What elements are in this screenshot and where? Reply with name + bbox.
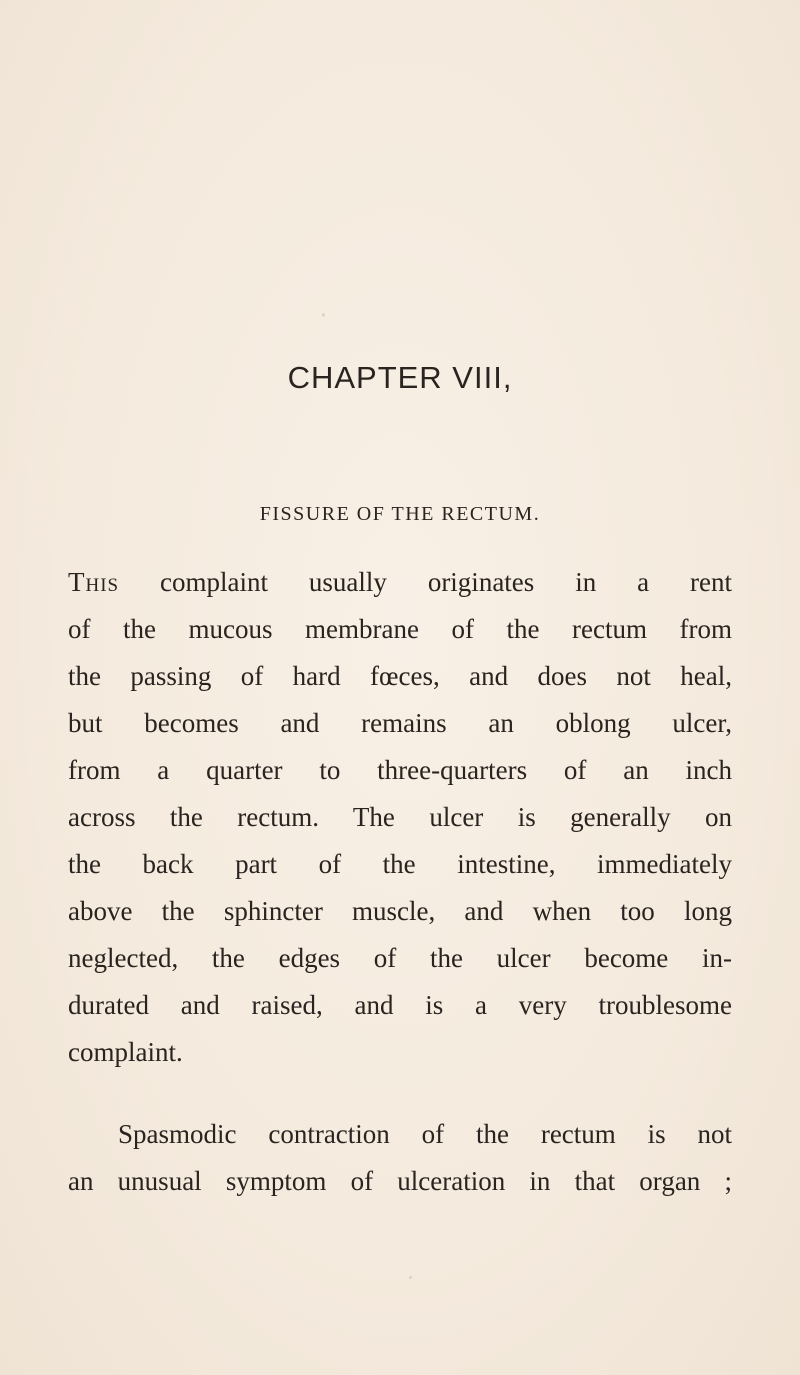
paragraph-line: but becomes and remains an oblong ulcer, <box>68 708 732 738</box>
paragraph-line: above the sphincter muscle, and when too long <box>68 896 732 926</box>
paragraph-line: from a quarter to three-quarters of an inch <box>68 755 732 785</box>
paragraph-line: Spasmodic contraction of the rectum is not <box>118 1119 732 1149</box>
paragraph-line <box>68 561 732 603</box>
paragraph-line: durated and raised, and is a very troublesome <box>68 990 732 1020</box>
paragraph-line: the passing of hard fœces, and does not heal, <box>68 661 732 691</box>
paragraph-line: across the rectum. The ulcer is generally on <box>68 802 732 832</box>
opening-line-text: complaint usually originates in a rent <box>119 567 732 597</box>
chapter-subtitle: FISSURE OF THE RECTUM. <box>259 503 541 525</box>
paragraph-line: complaint. <box>68 1037 183 1067</box>
paper-speck <box>409 1276 412 1279</box>
paragraph-line: neglected, the edges of the ulcer become in- <box>68 943 732 973</box>
chapter-heading: CHAPTER VIII, <box>287 360 513 395</box>
paragraph-line: of the mucous membrane of the rectum from <box>68 614 732 644</box>
paper-speck <box>322 313 325 317</box>
paragraph-line: an unusual symptom of ulceration in that organ ; <box>68 1166 732 1196</box>
paragraph-line: the back part of the intestine, immediately <box>68 849 732 879</box>
opening-word: This <box>68 567 120 597</box>
